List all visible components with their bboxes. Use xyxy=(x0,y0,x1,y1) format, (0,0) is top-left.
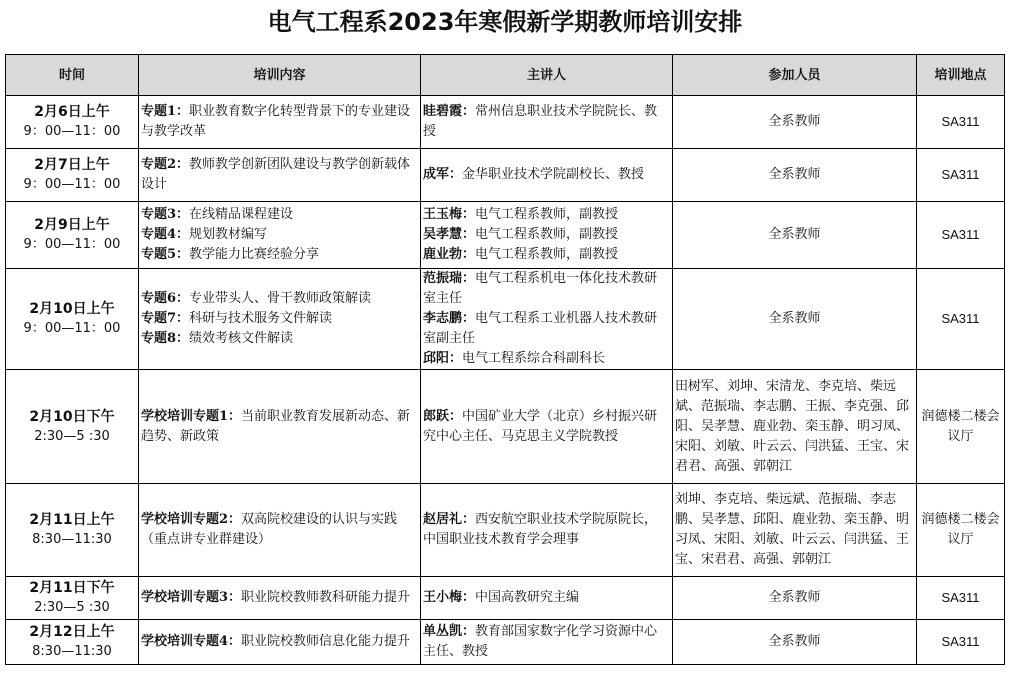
lecturer-line xyxy=(423,225,670,245)
table-row xyxy=(6,202,1005,269)
content-cell xyxy=(139,620,421,665)
lecturer-cell xyxy=(421,202,673,269)
lecturer-line xyxy=(423,349,670,369)
topic-text: 绩效考核文件解读 xyxy=(189,331,294,346)
topic-text: 专业带头人、骨干教师政策解读 xyxy=(189,291,372,306)
time-text: 9：00—11：00 xyxy=(23,177,121,192)
topic-label: 专题3： xyxy=(141,207,190,222)
lecturer-cell xyxy=(421,370,673,484)
lecturer-cell xyxy=(421,149,673,202)
topic-line xyxy=(141,309,418,329)
topic-label: 专题6： xyxy=(141,291,190,306)
location-cell: SA311 xyxy=(917,202,1005,269)
topic-text: 科研与技术服务文件解读 xyxy=(189,311,333,326)
lecturer-name: 吴孝慧： xyxy=(423,227,476,242)
lecturer-name: 邱阳： xyxy=(423,351,463,366)
lecturer-title: 中国高教研究主编 xyxy=(475,590,580,605)
content-cell xyxy=(139,96,421,149)
topic-text: 在线精品课程建设 xyxy=(189,207,294,222)
lecturer-name: 眭碧霞： xyxy=(423,104,476,119)
location-cell: SA311 xyxy=(917,269,1005,370)
lecturer-name: 王小梅： xyxy=(423,590,476,605)
time-cell xyxy=(6,484,139,577)
topic-line xyxy=(141,205,418,225)
lecturer-cell xyxy=(421,96,673,149)
topic-label: 学校培训专题1： xyxy=(141,408,242,424)
time-cell xyxy=(6,202,139,269)
table-row xyxy=(6,269,1005,370)
date-text: 2月6日上午 xyxy=(34,104,110,120)
lecturer-cell xyxy=(421,484,673,577)
participants-cell: 刘坤、李克培、柴远斌、范振瑞、李志鹏、吴孝慧、邱阳、鹿业勃、栾玉静、明习凤、宋阳、刘敏、叶云云、闫洪猛、王宝、宋君君、高强、郭朝江 xyxy=(673,484,917,577)
lecturer-title: 常州信息职业技术学院院长、教授 xyxy=(423,104,658,139)
time-text: 9：00—11：00 xyxy=(23,237,121,252)
date-text: 2月10日上午 xyxy=(29,301,115,317)
participants-cell: 田树军、刘坤、宋清龙、李克培、柴远斌、范振瑞、李志鹏、王振、李克强、邱阳、吴孝慧、鹿业勃、栾玉静、明习凤、宋阳、刘敏、叶云云、闫洪猛、王宝、宋君君、高强、郭朝江 xyxy=(673,370,917,484)
topic-label: 专题7： xyxy=(141,311,190,326)
lecturer-title: 电气工程系工业机器人技术教研室副主任 xyxy=(423,311,658,346)
location-cell: SA311 xyxy=(917,577,1005,620)
table-row xyxy=(6,96,1005,149)
table-row xyxy=(6,149,1005,202)
location-cell: 润德楼二楼会议厅 xyxy=(917,370,1005,484)
lecturer-name: 鹿业勃： xyxy=(423,247,476,262)
topic-text: 双高院校建设的认识与实践（重点讲专业群建设） xyxy=(141,512,398,547)
topic-label: 专题1： xyxy=(141,104,190,119)
topic-label: 学校培训专题2： xyxy=(141,512,242,527)
date-text: 2月9日上午 xyxy=(34,217,110,233)
lecturer-name: 李志鹏： xyxy=(423,311,476,326)
lecturer-cell xyxy=(421,620,673,665)
topic-label: 学校培训专题3： xyxy=(141,590,242,605)
table-row xyxy=(6,370,1005,484)
lecturer-line xyxy=(423,269,670,309)
time-text: 9：00—11：00 xyxy=(23,321,121,336)
content-cell xyxy=(139,577,421,620)
lecturer-title: 教育部国家数字化学习资源中心主任、教授 xyxy=(423,624,658,659)
topic-line xyxy=(141,225,418,245)
time-text: 9：00—11：00 xyxy=(23,124,121,139)
lecturer-title: 电气工程系综合科副科长 xyxy=(462,351,606,366)
time-cell xyxy=(6,149,139,202)
lecturer-title: 电气工程系教师，副教授 xyxy=(475,227,619,242)
header-participants: 参加人员 xyxy=(673,55,917,96)
topic-label: 学校培训专题4： xyxy=(141,634,242,649)
location-cell: SA311 xyxy=(917,620,1005,665)
lecturer-name: 王玉梅： xyxy=(423,207,476,222)
page-title: 电气工程系2023年寒假新学期教师培训安排 xyxy=(267,8,743,36)
lecturer-line xyxy=(423,309,670,349)
topic-line xyxy=(141,329,418,349)
time-cell xyxy=(6,370,139,484)
topic-label: 专题2： xyxy=(141,157,190,172)
topic-text: 教师教学创新团队建设与教学创新载体设计 xyxy=(141,157,411,192)
topic-text: 职业教育数字化转型背景下的专业建设与教学改革 xyxy=(141,104,411,139)
lecturer-line xyxy=(423,245,670,265)
lecturer-title: 电气工程系机电一体化技术教研室主任 xyxy=(423,271,658,306)
topic-label: 专题5： xyxy=(141,247,190,262)
content-cell xyxy=(139,269,421,370)
table-row xyxy=(6,484,1005,577)
lecturer-name: 单丛凯： xyxy=(423,624,476,639)
lecturer-title: 中国矿业大学（北京）乡村振兴研究中心主任、马克思主义学院教授 xyxy=(423,408,658,444)
topic-label: 专题4： xyxy=(141,227,190,242)
lecturer-title: 电气工程系教师，副教授 xyxy=(475,207,619,222)
table-row xyxy=(6,620,1005,665)
content-cell xyxy=(139,484,421,577)
participants-cell: 全系教师 xyxy=(673,149,917,202)
participants-cell: 全系教师 xyxy=(673,269,917,370)
location-cell: 润德楼二楼会议厅 xyxy=(917,484,1005,577)
location-cell: SA311 xyxy=(917,96,1005,149)
topic-text: 教学能力比赛经验分享 xyxy=(189,247,320,262)
topic-line xyxy=(141,289,418,309)
location-cell: SA311 xyxy=(917,149,1005,202)
topic-text: 当前职业教育发展新动态、新趋势、新政策 xyxy=(141,408,411,444)
table-row xyxy=(6,577,1005,620)
lecturer-title: 西安航空职业技术学院原院长，中国职业技术教育学会理事 xyxy=(423,512,658,547)
lecturer-name: 郎跃： xyxy=(423,408,463,424)
lecturer-title: 电气工程系教师，副教授 xyxy=(475,247,619,262)
header-row xyxy=(6,55,1005,96)
lecturer-cell xyxy=(421,577,673,620)
header-location: 培训地点 xyxy=(917,55,1005,96)
header-time: 时间 xyxy=(6,55,139,96)
lecturer-name: 范振瑞： xyxy=(423,271,476,286)
topic-label: 专题8： xyxy=(141,331,190,346)
header-content: 培训内容 xyxy=(139,55,421,96)
schedule-table xyxy=(5,54,1005,665)
header-lecturer: 主讲人 xyxy=(421,55,673,96)
date-text: 2月11日上午 xyxy=(29,512,115,528)
lecturer-title: 金华职业技术学院副校长、教授 xyxy=(462,167,645,182)
time-cell xyxy=(6,96,139,149)
topic-line xyxy=(141,245,418,265)
participants-cell: 全系教师 xyxy=(673,96,917,149)
time-text: 2:30—5 :30 xyxy=(34,600,110,615)
participants-cell: 全系教师 xyxy=(673,620,917,665)
lecturer-cell xyxy=(421,269,673,370)
date-text: 2月7日上午 xyxy=(34,157,110,173)
date-text: 2月12日上午 xyxy=(29,624,115,640)
time-cell xyxy=(6,577,139,620)
topic-text: 职业院校教师教科研能力提升 xyxy=(241,590,411,605)
time-text: 8:30—11:30 xyxy=(32,532,112,547)
time-text: 8:30—11:30 xyxy=(32,644,112,659)
lecturer-name: 赵居礼： xyxy=(423,512,476,527)
topic-text: 职业院校教师信息化能力提升 xyxy=(241,634,411,649)
lecturer-line xyxy=(423,205,670,225)
content-cell xyxy=(139,149,421,202)
time-cell xyxy=(6,620,139,665)
date-text: 2月11日下午 xyxy=(29,580,115,596)
content-cell xyxy=(139,370,421,484)
participants-cell: 全系教师 xyxy=(673,577,917,620)
participants-cell: 全系教师 xyxy=(673,202,917,269)
content-cell xyxy=(139,202,421,269)
topic-text: 规划教材编写 xyxy=(189,227,268,242)
date-text: 2月10日下午 xyxy=(29,408,115,425)
time-text: 2:30—5 :30 xyxy=(34,428,110,444)
lecturer-name: 成军： xyxy=(423,167,463,182)
time-cell xyxy=(6,269,139,370)
